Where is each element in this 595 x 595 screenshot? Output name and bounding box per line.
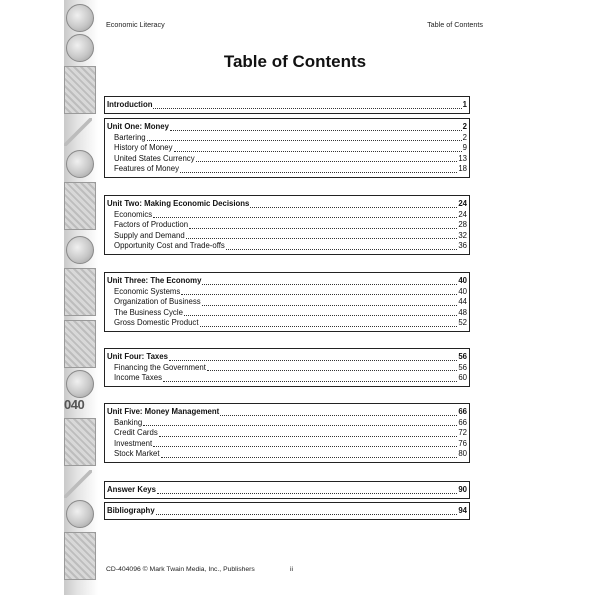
toc-section-unit-two: [104, 195, 470, 255]
toc-entry[interactable]: [107, 287, 467, 298]
dot-leader: [196, 154, 458, 162]
toc-entry-page: 32: [458, 230, 467, 240]
toc-entry-page: 52: [458, 318, 467, 328]
toc-heading-title: Unit One: Money: [107, 122, 169, 131]
toc-entry[interactable]: [107, 308, 467, 319]
toc-entry-title: Economics: [114, 209, 153, 219]
toc-entry[interactable]: [107, 164, 467, 175]
toc-entry[interactable]: [107, 418, 467, 429]
toc-heading-page: 40: [458, 276, 467, 285]
toc-entry-page: 60: [458, 373, 467, 383]
banknote-icon: [64, 66, 96, 114]
toc-heading[interactable]: [107, 352, 467, 363]
toc-heading-page: 90: [458, 485, 467, 494]
toc-entry-title: Factors of Production: [114, 220, 189, 230]
toc-entry-title: Gross Domestic Product: [114, 318, 199, 328]
toc-entry[interactable]: [107, 241, 467, 252]
publisher-credit: CD-404096 © Mark Twain Media, Inc., Publishers: [106, 566, 255, 573]
page-title: Table of Contents: [223, 52, 367, 71]
banknote-icon: [64, 182, 96, 230]
toc-entry-page: 76: [458, 438, 467, 448]
edge-digits: 040: [64, 397, 85, 412]
chevron-decoration: [64, 118, 92, 146]
toc-entry-page: 28: [458, 220, 467, 230]
toc-heading-page: 66: [458, 407, 467, 416]
dot-leader: [186, 231, 458, 239]
toc-entry-title: United States Currency: [114, 153, 195, 163]
toc-entry-page: 44: [458, 297, 467, 307]
toc-section-introduction: [104, 96, 470, 114]
dot-leader: [207, 363, 457, 371]
banknote-icon: [64, 532, 96, 580]
toc-section-answer-keys: [104, 481, 470, 499]
dot-leader: [161, 450, 458, 458]
toc-section-unit-five: [104, 403, 470, 463]
chevron-decoration: [64, 470, 92, 498]
toc-entry-page: 56: [458, 362, 467, 372]
dot-leader: [159, 429, 458, 437]
page-footer: [106, 566, 294, 573]
dot-leader: [156, 507, 458, 515]
coin-icon: [66, 34, 94, 62]
dot-leader: [181, 287, 457, 295]
coin-icon: [66, 4, 94, 32]
toc-heading-page: 24: [458, 199, 467, 208]
dot-leader: [153, 439, 457, 447]
toc-heading-title: Unit Five: Money Management: [107, 407, 220, 416]
toc-entry[interactable]: [107, 154, 467, 165]
toc-entry[interactable]: [107, 297, 467, 308]
toc-entry-title: Economic Systems: [114, 286, 181, 296]
banknote-icon: [64, 418, 96, 466]
toc-entry[interactable]: [107, 318, 467, 329]
toc-entry[interactable]: [107, 363, 467, 374]
toc-heading[interactable]: [107, 407, 467, 418]
toc-section-unit-one: [104, 118, 470, 178]
toc-entry-title: Supply and Demand: [114, 230, 185, 240]
dot-leader: [202, 277, 457, 285]
toc-entry-title: History of Money: [114, 143, 173, 153]
dot-leader: [169, 353, 457, 361]
toc-entry-title: Investment: [114, 438, 153, 448]
toc-heading[interactable]: [107, 100, 467, 111]
dot-leader: [153, 210, 457, 218]
toc-entry-title: Opportunity Cost and Trade-offs: [114, 241, 225, 251]
dot-leader: [184, 308, 457, 316]
toc-heading[interactable]: [107, 199, 467, 210]
toc-entry[interactable]: [107, 439, 467, 450]
toc-entry-page: 48: [458, 307, 467, 317]
toc-section-bibliography: [104, 502, 470, 520]
toc-entry[interactable]: [107, 133, 467, 144]
toc-heading-title: Bibliography: [107, 506, 155, 515]
toc-heading-page: 1: [462, 100, 467, 109]
toc-entry[interactable]: [107, 220, 467, 231]
banknote-icon: [64, 320, 96, 368]
toc-heading[interactable]: [107, 506, 467, 517]
toc-entry-title: Banking: [114, 417, 143, 427]
toc-entry[interactable]: [107, 143, 467, 154]
toc-heading-page: 94: [458, 506, 467, 515]
toc-heading[interactable]: [107, 276, 467, 287]
toc-entry-title: Credit Cards: [114, 428, 158, 438]
toc-entry-page: 40: [458, 286, 467, 296]
coin-icon: [66, 500, 94, 528]
toc-heading-title: Introduction: [107, 100, 153, 109]
toc-entry-page: 2: [462, 132, 467, 142]
toc-section-unit-four: [104, 348, 470, 387]
toc-heading-title: Answer Keys: [107, 485, 156, 494]
running-header-left: Economic Literacy: [106, 20, 165, 29]
toc-entry[interactable]: [107, 231, 467, 242]
toc-entry-page: 18: [458, 164, 467, 174]
toc-entry[interactable]: [107, 210, 467, 221]
coin-icon: [66, 370, 94, 398]
toc-heading-page: 2: [462, 122, 467, 131]
dot-leader: [157, 486, 457, 494]
toc-entry-title: The Business Cycle: [114, 307, 183, 317]
toc-entry-page: 36: [458, 241, 467, 251]
toc-entry[interactable]: [107, 449, 467, 460]
toc-entry-page: 80: [458, 449, 467, 459]
toc-heading[interactable]: [107, 485, 467, 496]
toc-entry-page: 24: [458, 209, 467, 219]
toc-entry-page: 13: [458, 153, 467, 163]
dot-leader: [220, 408, 457, 416]
dot-leader: [163, 374, 457, 382]
running-header-right: Table of Contents: [427, 20, 483, 29]
toc-heading[interactable]: [107, 122, 467, 133]
toc-entry-title: Financing the Government: [114, 362, 206, 372]
toc-entry-page: 72: [458, 428, 467, 438]
toc-entry-title: Bartering: [114, 132, 146, 142]
dot-leader: [250, 200, 457, 208]
currency-border-decoration: [64, 0, 98, 595]
dot-leader: [153, 101, 461, 109]
toc-entry-title: Income Taxes: [114, 373, 162, 383]
dot-leader: [202, 298, 458, 306]
toc-entry-page: 9: [462, 143, 467, 153]
toc-entry-title: Organization of Business: [114, 297, 201, 307]
banknote-icon: [64, 268, 96, 316]
toc-entry-page: 66: [458, 417, 467, 427]
toc-heading-title: Unit Two: Making Economic Decisions: [107, 199, 250, 208]
toc-entry-title: Features of Money: [114, 164, 180, 174]
dot-leader: [180, 165, 457, 173]
coin-icon: [66, 150, 94, 178]
dot-leader: [143, 418, 457, 426]
toc-entry[interactable]: [107, 428, 467, 439]
toc-heading-title: Unit Four: Taxes: [107, 352, 168, 361]
dot-leader: [200, 319, 458, 327]
dot-leader: [174, 144, 462, 152]
page-number: ii: [290, 566, 294, 573]
dot-leader: [147, 133, 462, 141]
dot-leader: [189, 221, 457, 229]
dot-leader: [226, 242, 458, 250]
toc-heading-page: 56: [458, 352, 467, 361]
toc-entry[interactable]: [107, 373, 467, 384]
coin-icon: [66, 236, 94, 264]
dot-leader: [170, 123, 462, 131]
toc-heading-title: Unit Three: The Economy: [107, 276, 202, 285]
toc-section-unit-three: [104, 272, 470, 332]
toc-entry-title: Stock Market: [114, 449, 160, 459]
